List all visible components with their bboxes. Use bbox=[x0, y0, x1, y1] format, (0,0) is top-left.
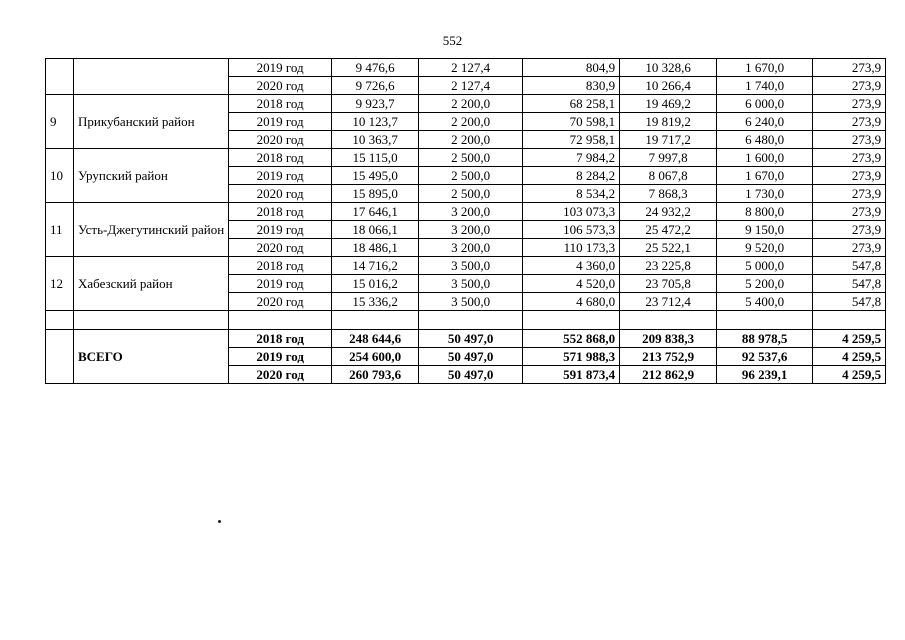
value-cell: 19 819,2 bbox=[620, 113, 717, 131]
value-cell: 5 200,0 bbox=[717, 275, 813, 293]
year-cell: 2019 год bbox=[229, 59, 332, 77]
district-number: 9 bbox=[46, 95, 74, 149]
value-cell: 1 600,0 bbox=[717, 149, 813, 167]
value-cell: 15 336,2 bbox=[332, 293, 419, 311]
value-cell: 273,9 bbox=[813, 113, 886, 131]
total-value-cell: 254 600,0 bbox=[332, 348, 419, 366]
value-cell: 9 923,7 bbox=[332, 95, 419, 113]
empty-cell bbox=[523, 311, 620, 330]
value-cell: 2 200,0 bbox=[419, 95, 523, 113]
value-cell: 5 000,0 bbox=[717, 257, 813, 275]
year-cell: 2019 год bbox=[229, 348, 332, 366]
value-cell: 10 328,6 bbox=[620, 59, 717, 77]
district-number: 12 bbox=[46, 257, 74, 311]
value-cell: 6 000,0 bbox=[717, 95, 813, 113]
empty-cell bbox=[229, 311, 332, 330]
value-cell: 24 932,2 bbox=[620, 203, 717, 221]
value-cell: 830,9 bbox=[523, 77, 620, 95]
value-cell: 9 520,0 bbox=[717, 239, 813, 257]
value-cell: 273,9 bbox=[813, 221, 886, 239]
value-cell: 3 500,0 bbox=[419, 293, 523, 311]
table-row bbox=[46, 257, 886, 275]
value-cell: 1 740,0 bbox=[717, 77, 813, 95]
empty-cell bbox=[813, 311, 886, 330]
value-cell: 3 500,0 bbox=[419, 257, 523, 275]
value-cell: 3 200,0 bbox=[419, 203, 523, 221]
district-number: 11 bbox=[46, 203, 74, 257]
district-name bbox=[74, 59, 229, 95]
value-cell: 10 266,4 bbox=[620, 77, 717, 95]
value-cell: 8 534,2 bbox=[523, 185, 620, 203]
district-number: 10 bbox=[46, 149, 74, 203]
value-cell: 19 469,2 bbox=[620, 95, 717, 113]
value-cell: 2 200,0 bbox=[419, 113, 523, 131]
total-value-cell: 571 988,3 bbox=[523, 348, 620, 366]
value-cell: 18 066,1 bbox=[332, 221, 419, 239]
value-cell: 7 984,2 bbox=[523, 149, 620, 167]
value-cell: 23 705,8 bbox=[620, 275, 717, 293]
year-cell: 2020 год bbox=[229, 77, 332, 95]
empty-cell bbox=[332, 311, 419, 330]
value-cell: 273,9 bbox=[813, 77, 886, 95]
table-row bbox=[46, 149, 886, 167]
value-cell: 9 726,6 bbox=[332, 77, 419, 95]
total-value-cell: 4 259,5 bbox=[813, 366, 886, 384]
value-cell: 15 495,0 bbox=[332, 167, 419, 185]
year-cell: 2019 год bbox=[229, 113, 332, 131]
district-number bbox=[46, 59, 74, 95]
value-cell: 273,9 bbox=[813, 239, 886, 257]
value-cell: 19 717,2 bbox=[620, 131, 717, 149]
total-value-cell: 4 259,5 bbox=[813, 330, 886, 348]
year-cell: 2019 год bbox=[229, 167, 332, 185]
value-cell: 1 730,0 bbox=[717, 185, 813, 203]
year-cell: 2019 год bbox=[229, 275, 332, 293]
total-number-cell bbox=[46, 330, 74, 384]
value-cell: 2 200,0 bbox=[419, 131, 523, 149]
value-cell: 72 958,1 bbox=[523, 131, 620, 149]
value-cell: 2 500,0 bbox=[419, 185, 523, 203]
value-cell: 25 522,1 bbox=[620, 239, 717, 257]
value-cell: 2 500,0 bbox=[419, 149, 523, 167]
total-label: ВСЕГО bbox=[74, 330, 229, 384]
year-cell: 2020 год bbox=[229, 131, 332, 149]
year-cell: 2018 год bbox=[229, 330, 332, 348]
table-row bbox=[46, 203, 886, 221]
empty-cell bbox=[717, 311, 813, 330]
district-name: Урупский район bbox=[74, 149, 229, 203]
district-name: Прикубанский район bbox=[74, 95, 229, 149]
value-cell: 273,9 bbox=[813, 59, 886, 77]
value-cell: 8 067,8 bbox=[620, 167, 717, 185]
value-cell: 6 480,0 bbox=[717, 131, 813, 149]
value-cell: 4 360,0 bbox=[523, 257, 620, 275]
value-cell: 273,9 bbox=[813, 167, 886, 185]
value-cell: 5 400,0 bbox=[717, 293, 813, 311]
value-cell: 15 016,2 bbox=[332, 275, 419, 293]
year-cell: 2018 год bbox=[229, 149, 332, 167]
total-value-cell: 88 978,5 bbox=[717, 330, 813, 348]
total-value-cell: 96 239,1 bbox=[717, 366, 813, 384]
table-row bbox=[46, 59, 886, 77]
empty-cell bbox=[46, 311, 74, 330]
empty-cell bbox=[419, 311, 523, 330]
year-cell: 2020 год bbox=[229, 366, 332, 384]
value-cell: 3 500,0 bbox=[419, 275, 523, 293]
total-value-cell: 552 868,0 bbox=[523, 330, 620, 348]
value-cell: 8 284,2 bbox=[523, 167, 620, 185]
budget-table bbox=[45, 58, 886, 384]
value-cell: 2 127,4 bbox=[419, 59, 523, 77]
value-cell: 106 573,3 bbox=[523, 221, 620, 239]
value-cell: 273,9 bbox=[813, 185, 886, 203]
value-cell: 1 670,0 bbox=[717, 59, 813, 77]
value-cell: 10 363,7 bbox=[332, 131, 419, 149]
year-cell: 2019 год bbox=[229, 221, 332, 239]
table-row bbox=[46, 95, 886, 113]
total-value-cell: 50 497,0 bbox=[419, 330, 523, 348]
value-cell: 17 646,1 bbox=[332, 203, 419, 221]
empty-cell bbox=[620, 311, 717, 330]
total-value-cell: 260 793,6 bbox=[332, 366, 419, 384]
year-cell: 2018 год bbox=[229, 257, 332, 275]
value-cell: 547,8 bbox=[813, 257, 886, 275]
value-cell: 18 486,1 bbox=[332, 239, 419, 257]
district-name: Усть-Джегутинский район bbox=[74, 203, 229, 257]
value-cell: 9 476,6 bbox=[332, 59, 419, 77]
value-cell: 23 225,8 bbox=[620, 257, 717, 275]
value-cell: 15 895,0 bbox=[332, 185, 419, 203]
value-cell: 273,9 bbox=[813, 95, 886, 113]
total-row bbox=[46, 330, 886, 348]
value-cell: 547,8 bbox=[813, 275, 886, 293]
value-cell: 15 115,0 bbox=[332, 149, 419, 167]
total-value-cell: 591 873,4 bbox=[523, 366, 620, 384]
page-number: 552 bbox=[442, 33, 463, 48]
value-cell: 273,9 bbox=[813, 131, 886, 149]
value-cell: 9 150,0 bbox=[717, 221, 813, 239]
value-cell: 68 258,1 bbox=[523, 95, 620, 113]
value-cell: 273,9 bbox=[813, 149, 886, 167]
value-cell: 14 716,2 bbox=[332, 257, 419, 275]
value-cell: 2 500,0 bbox=[419, 167, 523, 185]
total-value-cell: 213 752,9 bbox=[620, 348, 717, 366]
value-cell: 4 680,0 bbox=[523, 293, 620, 311]
value-cell: 273,9 bbox=[813, 203, 886, 221]
total-value-cell: 248 644,6 bbox=[332, 330, 419, 348]
value-cell: 10 123,7 bbox=[332, 113, 419, 131]
total-value-cell: 50 497,0 bbox=[419, 348, 523, 366]
district-name: Хабезский район bbox=[74, 257, 229, 311]
value-cell: 103 073,3 bbox=[523, 203, 620, 221]
value-cell: 70 598,1 bbox=[523, 113, 620, 131]
value-cell: 25 472,2 bbox=[620, 221, 717, 239]
value-cell: 1 670,0 bbox=[717, 167, 813, 185]
year-cell: 2020 год bbox=[229, 239, 332, 257]
value-cell: 804,9 bbox=[523, 59, 620, 77]
year-cell: 2018 год bbox=[229, 203, 332, 221]
year-cell: 2020 год bbox=[229, 293, 332, 311]
scan-speck bbox=[218, 520, 221, 523]
total-value-cell: 209 838,3 bbox=[620, 330, 717, 348]
value-cell: 110 173,3 bbox=[523, 239, 620, 257]
empty-row bbox=[46, 311, 886, 330]
value-cell: 4 520,0 bbox=[523, 275, 620, 293]
empty-cell bbox=[74, 311, 229, 330]
value-cell: 7 997,8 bbox=[620, 149, 717, 167]
value-cell: 2 127,4 bbox=[419, 77, 523, 95]
value-cell: 23 712,4 bbox=[620, 293, 717, 311]
total-value-cell: 50 497,0 bbox=[419, 366, 523, 384]
total-value-cell: 92 537,6 bbox=[717, 348, 813, 366]
year-cell: 2020 год bbox=[229, 185, 332, 203]
value-cell: 3 200,0 bbox=[419, 239, 523, 257]
value-cell: 7 868,3 bbox=[620, 185, 717, 203]
total-value-cell: 212 862,9 bbox=[620, 366, 717, 384]
value-cell: 6 240,0 bbox=[717, 113, 813, 131]
year-cell: 2018 год bbox=[229, 95, 332, 113]
value-cell: 547,8 bbox=[813, 293, 886, 311]
value-cell: 3 200,0 bbox=[419, 221, 523, 239]
value-cell: 8 800,0 bbox=[717, 203, 813, 221]
total-value-cell: 4 259,5 bbox=[813, 348, 886, 366]
